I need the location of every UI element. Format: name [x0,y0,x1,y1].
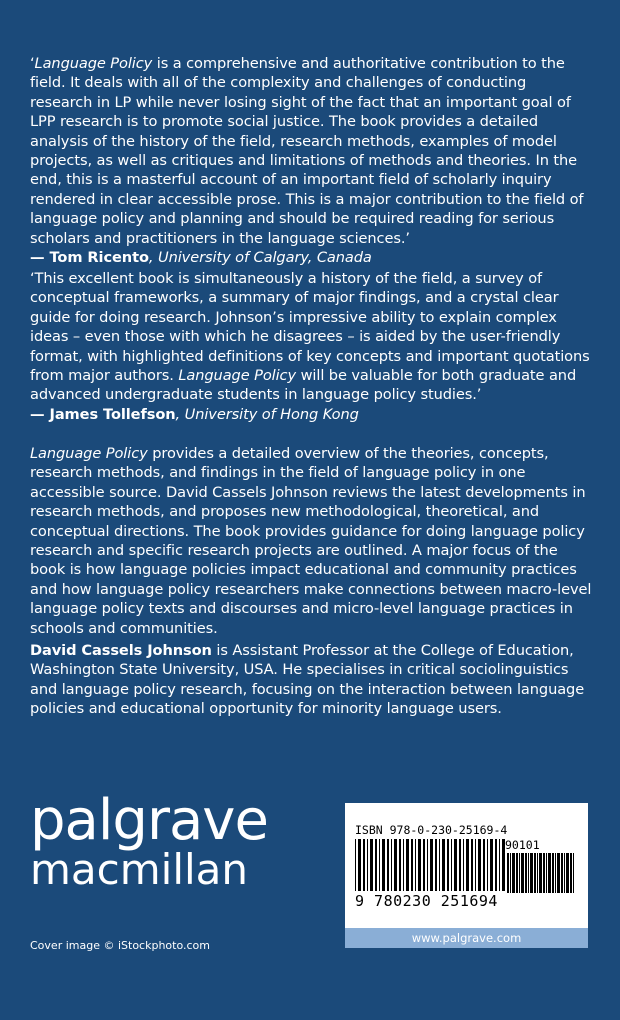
price-barcode [507,853,577,893]
barcode-bar [490,839,493,891]
barcode-bar [525,853,527,893]
barcode-bar [566,853,569,893]
quote-attribution [30,248,592,267]
author-bio [30,641,592,719]
isbn-label: ISBN 978-0-230-25169-4 [355,823,508,837]
reviewer-name: Tom Ricento [49,249,149,267]
barcode-bar [499,839,500,891]
description-body: provides a detailed overview of the theories, concepts, research methods, and findings in the field of language policy in one accessible source. David Cassels Johnson reviews the latest developments in research methods, and proposes new methodological, theoretical, and conceptual directions. The book provides guidance for doing language policy research and specific research projects are outlined. A major focus of the book is how language policies impact educational and community practices and how language policy researchers make connections between macro-level language policy texts and discourses and micro-level language practices in schools and communities. [30,445,592,637]
barcode-bar [391,839,392,891]
barcode-bar [406,839,409,891]
barcode-bar [573,853,574,893]
barcode-bar [519,853,520,893]
barcode-bar [495,839,497,891]
logo-line-macmillan: macmillan [30,845,249,894]
barcode-bar [570,853,572,893]
barcode-bar [561,853,563,893]
barcode-bar [430,839,433,891]
quote-text [30,269,592,405]
barcode-bar [507,853,509,893]
barcode-bar [534,853,536,893]
barcode-bar [564,853,565,893]
barcode-bar [555,853,556,893]
barcode-bar [427,839,428,891]
author-name: David Cassels Johnson [30,642,212,659]
description-text [30,444,592,638]
barcode-bar [382,839,385,891]
barcode-bar [557,853,560,893]
barcode-bar [375,839,377,891]
barcode-bar [403,839,404,891]
quote-body-b: will be valuable for both graduate and advanced undergraduate students in language policy studies.’ [30,367,577,404]
barcode-bar [528,853,529,893]
quote-open: ‘ [30,55,35,72]
publisher-website[interactable]: www.palgrave.com [345,928,588,948]
barcode-bar [451,839,452,891]
bio-body: is Assistant Professor at the College of Education, Washington State University, USA. He specialises in critical sociolinguistics and language policy research, focusing on the interaction between language policies and educational opportunity for minority language users. [30,642,585,718]
barcode-bar [418,839,421,891]
barcode-bar [399,839,401,891]
publisher-logo [30,788,268,894]
barcode-bar [454,839,457,891]
ean-barcode [355,839,505,891]
barcode-bar [423,839,425,891]
barcode-bar [510,853,511,893]
barcode-bar [512,853,515,893]
barcode-bar [447,839,449,891]
barcode-bar [548,853,551,893]
reviewer-affiliation: , University of Calgary, Canada [148,249,372,267]
barcode-bar [478,839,481,891]
barcode-bar [442,839,445,891]
review-quote-ricento [30,54,592,267]
barcode-bar [363,839,365,891]
book-title-italic: Language Policy [30,445,148,462]
barcode-bar [394,839,397,891]
barcode-bar [463,839,464,891]
barcode-bar [537,853,538,893]
barcode-bar [466,839,469,891]
barcode-bar [552,853,554,893]
barcode-bar [439,839,440,891]
barcode-bar [387,839,389,891]
barcode-bar [483,839,485,891]
price-code: 90101 [505,838,540,852]
barcode-bar [435,839,437,891]
attribution-dash: — [30,405,50,423]
barcode-bar [530,853,533,893]
quote-body: is a comprehensive and authoritative contribution to the field. It deals with all of the complexity and challenges of conducting research in LP while never losing sight of the fact that an important goal of LPP research is to promote social justice. The book provides a detailed analysis of the history of the field, research methods, examples of model projects, as well as critiques and limitations of methods and theories. In the end, this is a masterful account of an important field of scholarly inquiry rendered in clear accessible prose. This is a major contribution to the field of language policy and planning and should be required reading for serious scholars and practitioners in the language sciences.’ [30,55,584,247]
barcode-bar [415,839,416,891]
barcode-bar [379,839,380,891]
book-description [30,444,592,638]
reviewer-affiliation: , University of Hong Kong [175,405,359,423]
barcode-bar [471,839,473,891]
cover-image-credit: Cover image © iStockphoto.com [30,939,210,952]
barcode-bar [546,853,547,893]
attribution-dash: — [30,249,50,267]
bio-text [30,641,592,719]
quote-body-a: ‘This excellent book is simultaneously a history of the field, a survey of conceptual frameworks, a summary of major findings, and a crystal clear guide for doing research. Johnson’s impressive ability to explain complex ideas – even those with which he disagrees – is aided by the user-friendly format, with highlighted definitions of key concepts and important quotations from major authors. [30,270,590,385]
barcode-bar [543,853,545,893]
quote-attribution [30,405,592,424]
quote-text [30,54,592,248]
book-title-italic: Language Policy [34,55,153,72]
barcode-bar [516,853,518,893]
barcode-bar [487,839,488,891]
barcode-bar [411,839,413,891]
barcode-bar [367,839,368,891]
reviewer-name: James Tollefson [49,405,176,423]
ean-digits: 9 780230 251694 [355,892,498,910]
barcode-bar [475,839,476,891]
barcode-bar [358,839,361,891]
barcode-bar [459,839,461,891]
book-title-italic: Language Policy [178,367,297,385]
logo-line-palgrave: palgrave [30,788,268,853]
review-quote-tollefson [30,269,592,424]
barcode-bar [370,839,373,891]
barcode-bar [539,853,542,893]
barcode-bar [355,839,356,891]
barcode-bar [521,853,524,893]
barcode-panel [345,803,588,947]
